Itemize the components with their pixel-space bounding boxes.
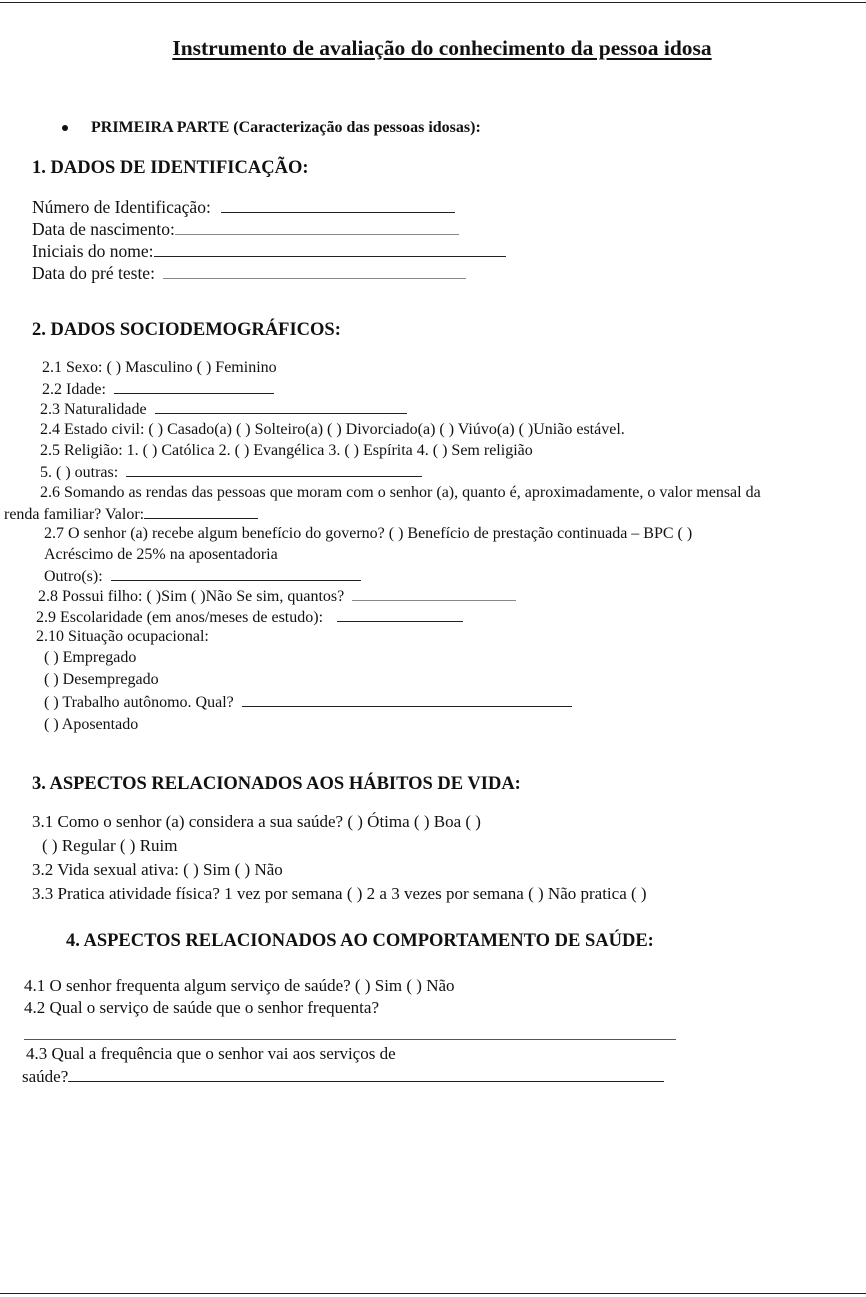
frequencia-blank[interactable] (68, 1067, 664, 1082)
item-label: Outro(s): (44, 568, 103, 585)
quantos-blank[interactable] (352, 586, 516, 601)
option-trabalho-autonomo[interactable] (44, 692, 572, 713)
item-3-3-atividade-fisica: 3.3 Pratica atividade física? 1 vez por semana ( ) 2 a 3 vezes por semana ( ) Não pratica ( ) (32, 884, 647, 903)
item-2-10-situacao: 2.10 Situação ocupacional: (36, 628, 209, 645)
item-label: 2.3 Naturalidade (40, 401, 147, 418)
trabalho-autonomo-blank[interactable] (242, 692, 572, 707)
option-desempregado[interactable]: ( ) Desempregado (44, 671, 159, 688)
item-label: renda familiar? Valor: (4, 506, 145, 523)
field-iniciais-nome (32, 241, 506, 261)
item-label: saúde? (22, 1067, 69, 1086)
item-2-1-sexo: 2.1 Sexo: ( ) Masculino ( ) Feminino (42, 359, 277, 376)
field-data-nascimento (32, 219, 459, 239)
bullet-icon (62, 125, 68, 131)
naturalidade-blank[interactable] (155, 399, 407, 414)
item-4-3-frequencia: 4.3 Qual a frequência que o senhor vai aos serviços de (26, 1044, 396, 1063)
section1-heading: 1. DADOS DE IDENTIFICAÇÃO: (32, 158, 309, 178)
renda-valor-blank[interactable] (144, 504, 258, 519)
section2-heading: 2. DADOS SOCIODEMOGRÁFICOS: (32, 320, 341, 340)
field-data-pre-teste (32, 263, 466, 283)
item-2-6-renda-valor (4, 504, 258, 525)
iniciais-nome-blank[interactable] (154, 242, 506, 257)
section3-heading: 3. ASPECTOS RELACIONADOS AOS HÁBITOS DE VIDA: (32, 774, 521, 794)
item-2-7-outros (44, 566, 361, 587)
field-label: Número de Identificação: (32, 197, 211, 217)
field-label: Data do pré teste: (32, 263, 155, 283)
item-label: 5. ( ) outras: (40, 464, 119, 481)
numero-identificacao-blank[interactable] (221, 198, 455, 213)
outras-blank[interactable] (126, 462, 422, 477)
part-one-label: PRIMEIRA PARTE (Caracterização das pessoas idosas): (91, 119, 481, 136)
item-4-1-frequenta: 4.1 O senhor frequenta algum serviço de saúde? ( ) Sim ( ) Não (24, 976, 455, 995)
item-2-2-idade (42, 379, 274, 400)
item-4-2-servico: 4.2 Qual o serviço de saúde que o senhor frequenta? (24, 998, 379, 1017)
item-4-3-saude (22, 1067, 664, 1087)
field-label: Data de nascimento: (32, 219, 175, 239)
option-empregado[interactable]: ( ) Empregado (44, 649, 137, 666)
idade-blank[interactable] (114, 379, 274, 394)
item-label: 2.8 Possui filho: ( )Sim ( )Não Se sim, quantos? (38, 588, 345, 605)
servico-answer-line[interactable] (24, 1039, 676, 1040)
outros-blank[interactable] (111, 566, 361, 581)
item-3-2-vida-sexual: 3.2 Vida sexual ativa: ( ) Sim ( ) Não (32, 860, 283, 879)
data-nascimento-blank[interactable] (175, 220, 459, 235)
item-2-5-outras (40, 462, 422, 483)
item-2-5-religiao: 2.5 Religião: 1. ( ) Católica 2. ( ) Evangélica 3. ( ) Espírita 4. ( ) Sem religião (40, 442, 533, 459)
item-2-3-naturalidade (40, 399, 407, 420)
item-label: 2.2 Idade: (42, 381, 106, 398)
document-title: Instrumento de avaliação do conhecimento da pessoa idosa (172, 36, 712, 60)
field-numero-identificacao (32, 197, 455, 217)
option-aposentado[interactable]: ( ) Aposentado (44, 716, 139, 733)
page-top-border (0, 2, 866, 3)
escolaridade-blank[interactable] (337, 607, 463, 622)
item-2-7-acrescimo: Acréscimo de 25% na aposentadoria (44, 546, 278, 563)
item-label: ( ) Trabalho autônomo. Qual? (44, 694, 234, 711)
item-3-1-saude-cont: ( ) Regular ( ) Ruim (42, 836, 178, 855)
field-label: Iniciais do nome: (32, 241, 154, 261)
item-3-1-saude: 3.1 Como o senhor (a) considera a sua saúde? ( ) Ótima ( ) Boa ( ) (32, 812, 481, 831)
section4-heading: 4. ASPECTOS RELACIONADOS AO COMPORTAMENTO DE SAÚDE: (66, 931, 654, 951)
item-2-7-beneficio: 2.7 O senhor (a) recebe algum benefício do governo? ( ) Benefício de prestação continuada – BPC ( ) (44, 525, 693, 542)
data-pre-teste-blank[interactable] (163, 264, 466, 279)
item-2-6-renda: 2.6 Somando as rendas das pessoas que moram com o senhor (a), quanto é, aproximadamente, o valor mensal da (40, 484, 761, 501)
item-2-4-estado-civil: 2.4 Estado civil: ( ) Casado(a) ( ) Solteiro(a) ( ) Divorciado(a) ( ) Viúvo(a) ( )União estável. (40, 421, 625, 438)
page-bottom-border (0, 1293, 866, 1294)
item-2-8-filhos (38, 586, 516, 607)
item-label: 2.9 Escolaridade (em anos/meses de estudo): (36, 609, 324, 626)
item-2-9-escolaridade (36, 607, 463, 628)
